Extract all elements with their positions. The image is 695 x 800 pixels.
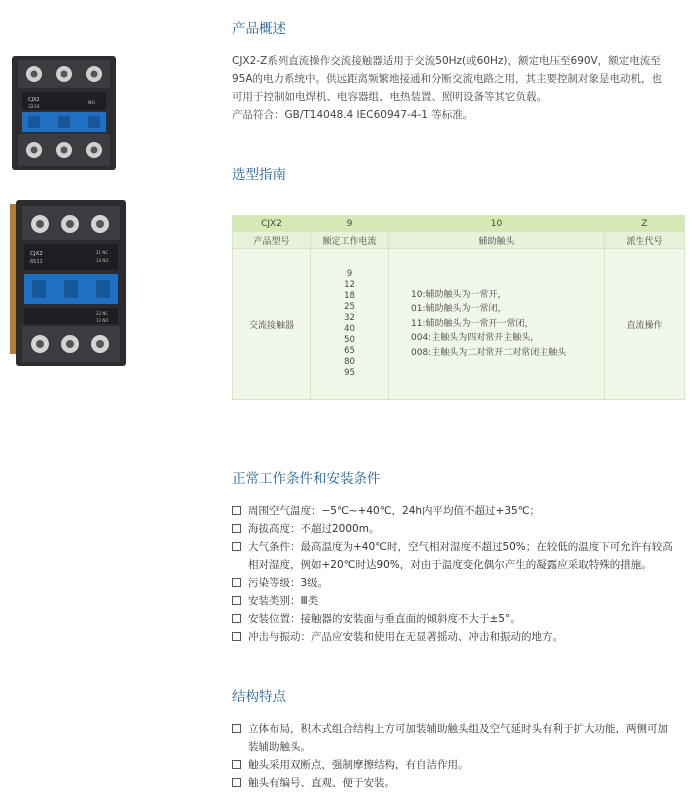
checkbox-icon (232, 596, 241, 605)
condition-text: 冲击与振动：产品应安装和使用在无显著摇动、冲击和振动的地方。 (248, 631, 563, 643)
photo2-brand: CJX2 (30, 251, 43, 257)
table-row (233, 232, 685, 249)
current-value: 50 (344, 335, 355, 345)
header-derived: 派生代号 (605, 232, 685, 249)
checkbox-icon (232, 506, 241, 515)
conditions-list (232, 502, 687, 646)
code-current: 9 (311, 216, 389, 232)
aux-list (389, 249, 605, 400)
feature-text: 触头有编号、直观、便于安装。 (248, 777, 395, 789)
photo2-nc: 21 NC (96, 250, 109, 255)
contactor-photo-small (8, 54, 120, 172)
photo1-brand: CJX2 (28, 97, 40, 103)
checkbox-icon (232, 760, 241, 769)
condition-text: 相对湿度，例如+20℃时达90%，对由于温度变化偶尔产生的凝露应采取特殊的措施。 (248, 559, 652, 571)
list-item (232, 774, 687, 792)
table-row (233, 216, 685, 232)
code-derived: Z (605, 216, 685, 232)
overview-text (232, 52, 684, 124)
list-item (232, 520, 687, 538)
photo2-no2: 13 NO (96, 318, 109, 323)
current-value: 65 (344, 346, 355, 356)
overview-standards: 产品符合：GB/T14048.4 IEC60947-4-1 等标准。 (232, 109, 474, 121)
photo2-nc2: 22 NC (96, 311, 109, 316)
photo1-no: NO (88, 101, 95, 106)
code-series: CJX2 (233, 216, 311, 232)
header-current: 额定工作电流 (311, 232, 389, 249)
current-value: 25 (344, 302, 355, 312)
condition-text: 污染等级：3级。 (248, 577, 329, 589)
list-item (232, 720, 687, 738)
condition-text: 安装类别：Ⅲ类 (248, 595, 319, 607)
aux-option: 008:主触头为二对常开二对常闭主触头 (411, 347, 567, 358)
selection-table (232, 215, 685, 400)
header-model: 产品型号 (233, 232, 311, 249)
condition-text: 安装位置：接触器的安装面与垂直面的倾斜度不大于±5°。 (248, 613, 521, 625)
overview-line: 95A的电力系统中。供远距离频繁地接通和分断交流电路之用，其主要控制对象是电动机，也 (232, 73, 663, 85)
aux-option: 01:辅助触头为一常闭， (411, 304, 507, 315)
aux-option: 004:主触头为四对常开主触头， (411, 333, 540, 344)
photo1-model: 3210 (28, 105, 40, 110)
current-value: 12 (344, 280, 355, 290)
list-item (232, 556, 687, 574)
list-item (232, 738, 687, 756)
checkbox-icon (232, 778, 241, 787)
derived-code-desc: 直流操作 (605, 249, 685, 400)
current-value: 80 (344, 357, 355, 367)
current-list (311, 249, 389, 400)
feature-text: 触头采用双断点，强制摩擦结构，有自洁作用。 (248, 759, 469, 771)
checkbox-icon (232, 632, 241, 641)
contactor-photo-large (8, 200, 130, 368)
structure-list (232, 720, 687, 792)
table-row (233, 249, 685, 400)
structure-title: 结构特点 (232, 689, 286, 705)
list-item (232, 628, 687, 646)
list-item (232, 538, 687, 556)
condition-text: 海拔高度：不超过2000m。 (248, 523, 380, 535)
overview-line: 可用于控制如电焊机、电容器组、电热装置、照明设备等其它负载。 (232, 91, 547, 103)
product-type: 交流接触器 (233, 249, 311, 400)
current-value: 32 (344, 313, 355, 323)
list-item (232, 592, 687, 610)
list-item (232, 610, 687, 628)
photo2-model: 6511 (30, 259, 43, 265)
condition-text: 周围空气温度：−5℃~+40℃，24h内平均值不超过+35℃； (248, 505, 540, 517)
list-item (232, 502, 687, 520)
checkbox-icon (232, 614, 241, 623)
condition-text: 大气条件：最高温度为+40℃时，空气相对湿度不超过50%；在较低的温度下可允许有较高 (248, 541, 673, 553)
checkbox-icon (232, 578, 241, 587)
checkbox-icon (232, 542, 241, 551)
current-value: 40 (344, 324, 355, 334)
code-aux: 10 (389, 216, 605, 232)
list-item (232, 574, 687, 592)
current-value: 95 (344, 368, 355, 378)
checkbox-icon (232, 724, 241, 733)
feature-text: 装辅助触头。 (248, 741, 311, 753)
current-value: 9 (346, 269, 353, 279)
photo2-no: 14 NO (96, 258, 109, 263)
overview-title: 产品概述 (232, 21, 286, 37)
overview-line: CJX2-Z系列直流操作交流接触器适用于交流50Hz(或60Hz)，额定电压至690V，额定电流至 (232, 55, 661, 67)
checkbox-icon (232, 524, 241, 533)
selection-title: 选型指南 (232, 167, 286, 183)
aux-option: 10:辅助触头为一常开， (411, 289, 507, 300)
header-aux: 辅助触头 (389, 232, 605, 249)
current-value: 18 (344, 291, 355, 301)
feature-text: 立体布局，积木式组合结构上方可加装辅助触头组及空气延时头有利于扩大功能，两侧可加 (248, 723, 668, 735)
aux-option: 11:辅助触头为一常开一常闭， (411, 318, 534, 329)
list-item (232, 756, 687, 774)
conditions-title: 正常工作条件和安装条件 (232, 471, 381, 487)
